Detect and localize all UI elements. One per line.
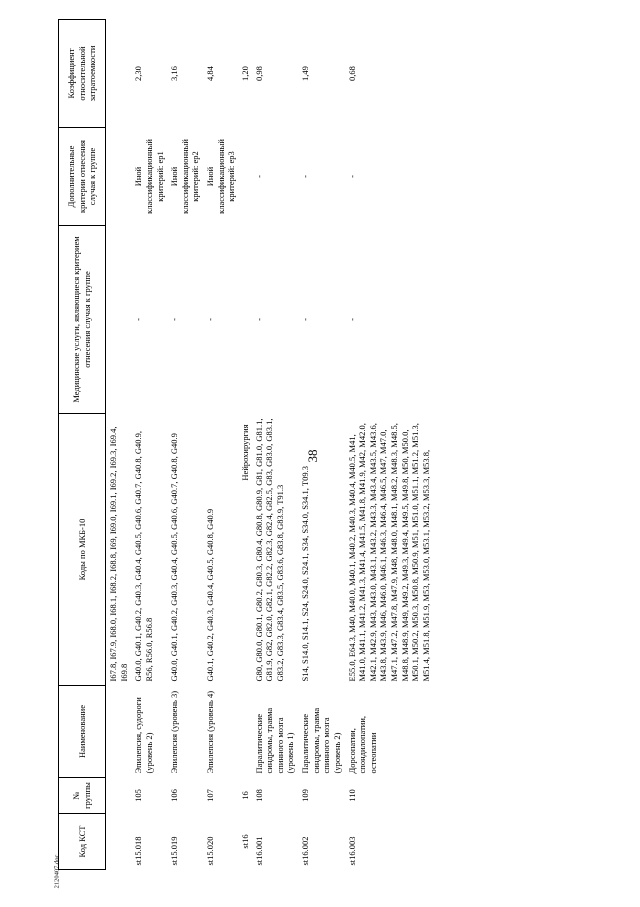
table-row xyxy=(298,20,345,870)
cell-kst: st16.002 xyxy=(300,836,310,866)
rotated-table-area xyxy=(58,20,618,870)
cell-kst: st15.020 xyxy=(205,836,215,866)
kst-table xyxy=(58,19,434,870)
header-extra-criteria: Дополнительные критерии отнесения случая к группе xyxy=(59,128,106,226)
cell-kst: st16.003 xyxy=(346,836,357,866)
cell-mkb-codes: E55.0, E64.3, M40, M40.0, M40.1, M40.2, M40.3, M40.4, M40.5, M41, M41.0, M41.1, M41.2, M41.3, M41.4, M41.5, M41.8, M41.9, M42, M42.0, M42.1, M42.9, M43, M43.0, M43.1, M43.2, M43.3, M43.4, M43.5, M43.6, M43.8, M43.9, M46, M46.0, M46.1, M46.3, M46.4, M46.5, M47, M47.0, M47.1, M47.2, M47.8, M47.9, M48, M48.0, M48.1, M48.2, M48.3, M48.5, M48.8, M48.9, M49, M49.2, M49.3, M49.4, M49.5, M49.8, M50, M50.0, M50.1, M50.2, M50.3, M50.8, M50.9, M51, M51.0, M51.1, M51.2, M51.3, M51.4, M51.8, M51.9, M53, M53.0, M53.1, M53.2, M53.3, M53.8, xyxy=(346,423,431,682)
cell-group-no: 107 xyxy=(205,789,215,802)
cell-services: - xyxy=(346,318,357,321)
header-coefficient: Коэффициент относительной затратоемкости xyxy=(59,20,106,128)
table-row xyxy=(167,20,203,870)
table-header-row xyxy=(59,20,106,870)
cell-name: Паралитические синдромы, травма спинного мозга (уровень 1) xyxy=(253,707,296,774)
rotated-content xyxy=(58,20,618,870)
cell-group-no xyxy=(106,778,132,814)
cell-services: - xyxy=(300,318,310,321)
cell-kst: st15.019 xyxy=(169,836,180,866)
header-name: Наименование xyxy=(59,686,106,778)
cell-group-no: 106 xyxy=(169,789,180,802)
table-row xyxy=(252,20,299,870)
cell-extra: - xyxy=(346,175,357,178)
table-row xyxy=(106,20,132,870)
page-number: 38 xyxy=(305,449,320,463)
header-group-no: № группы xyxy=(59,778,106,814)
table-row xyxy=(203,20,239,870)
cell-services: - xyxy=(205,318,215,321)
cell-coefficient: 0,68 xyxy=(346,66,357,81)
section-row xyxy=(239,20,252,870)
table-row xyxy=(345,20,434,870)
cell-extra: Иной классификационный критерий: ep1 xyxy=(133,139,165,214)
cell-kst: st15.018 xyxy=(133,836,144,866)
cell-mkb-codes: G80, G80.0, G80.1, G80.2, G80.3, G80.4, G80.8, G80.9, G81, G81.0, G81.1, G81.9, G82, G82.0, G82.1, G82.2, G82.3, G82.4, G82.5, G83, G83.0, G83.1, G83.2, G83.3, G83.4, G83.5, G83.6, G83.8, G83.9, T91.3 xyxy=(253,418,285,682)
cell-coefficient: 0,98 xyxy=(253,66,264,81)
table-row xyxy=(131,20,167,870)
cell-name: Дорсопатии, спондилопатии, остеопатии xyxy=(346,715,378,774)
document-filename: 2120407.doc xyxy=(53,854,61,889)
header-mkb-codes: Коды по МКБ-10 xyxy=(59,414,106,686)
header-kst-code: Код КСТ xyxy=(59,814,106,870)
cell-kst: st16.001 xyxy=(253,836,264,866)
cell-kst xyxy=(106,814,132,870)
cell-services: - xyxy=(253,318,264,321)
cell-services xyxy=(106,226,132,414)
cell-group-no: 16 xyxy=(239,791,250,800)
cell-mkb-codes: I67.8, I67.9, I68.0, I68.1, I68.2, I68.8, I69, I69.0, I69.1, I69.2, I69.3, I69.4, I69.8 xyxy=(108,426,129,682)
cell-extra: - xyxy=(253,175,264,178)
cell-coefficient: 4,84 xyxy=(205,66,215,81)
cell-group-no: 105 xyxy=(133,789,144,802)
cell-name: Эпилепсия (уровень 4) xyxy=(205,690,215,774)
cell-coefficient: 3,16 xyxy=(169,66,180,81)
cell-kst: st16 xyxy=(239,834,250,849)
cell-coefficient: 1,20 xyxy=(239,66,250,81)
cell-name: Эпилепсия, судороги (уровень 2) xyxy=(133,697,154,774)
cell-name: Паралитические синдромы, травма спинного мозга (уровень 2) xyxy=(300,707,342,774)
cell-mkb-codes: G40.0, G40.1, G40.2, G40.3, G40.4, G40.5, G40.6, G40.7, G40.8, G40.9 xyxy=(169,433,180,682)
cell-name: Эпилепсия (уровень 3) xyxy=(169,690,180,774)
cell-coefficient: 1,49 xyxy=(300,66,310,81)
header-services: Медицинские услуги, являющиеся критерием отнесения случая к группе xyxy=(59,226,106,414)
cell-name xyxy=(106,686,132,778)
cell-group-no: 109 xyxy=(300,789,310,802)
cell-group-no: 110 xyxy=(346,789,357,802)
cell-services: - xyxy=(169,318,180,321)
cell-extra: Иной классификационный критерий: ep3 xyxy=(205,139,237,214)
cell-mkb-codes: G40.0, G40.1, G40.2, G40.3, G40.4, G40.5, G40.6, G40.7, G40.8, G40.9, R56, R56.0, R56.8 xyxy=(133,430,154,682)
cell-extra xyxy=(106,128,132,226)
cell-mkb-codes: S14, S14.0, S14.1, S24, S24.0, S24.1, S34, S34.0, S34.1, T09.3 xyxy=(300,466,310,682)
cell-group-no: 108 xyxy=(253,789,264,802)
cell-coefficient xyxy=(106,20,132,128)
cell-coefficient: 2,30 xyxy=(133,66,144,81)
cell-mkb-codes: G40.1, G40.2, G40.3, G40.4, G40.5, G40.8, G40.9 xyxy=(205,508,215,682)
cell-extra: Иной классификационный критерий: ep2 xyxy=(169,139,201,214)
section-title: Нейрохирургия xyxy=(239,424,250,481)
cell-extra: - xyxy=(300,175,310,178)
cell-services: - xyxy=(133,318,144,321)
